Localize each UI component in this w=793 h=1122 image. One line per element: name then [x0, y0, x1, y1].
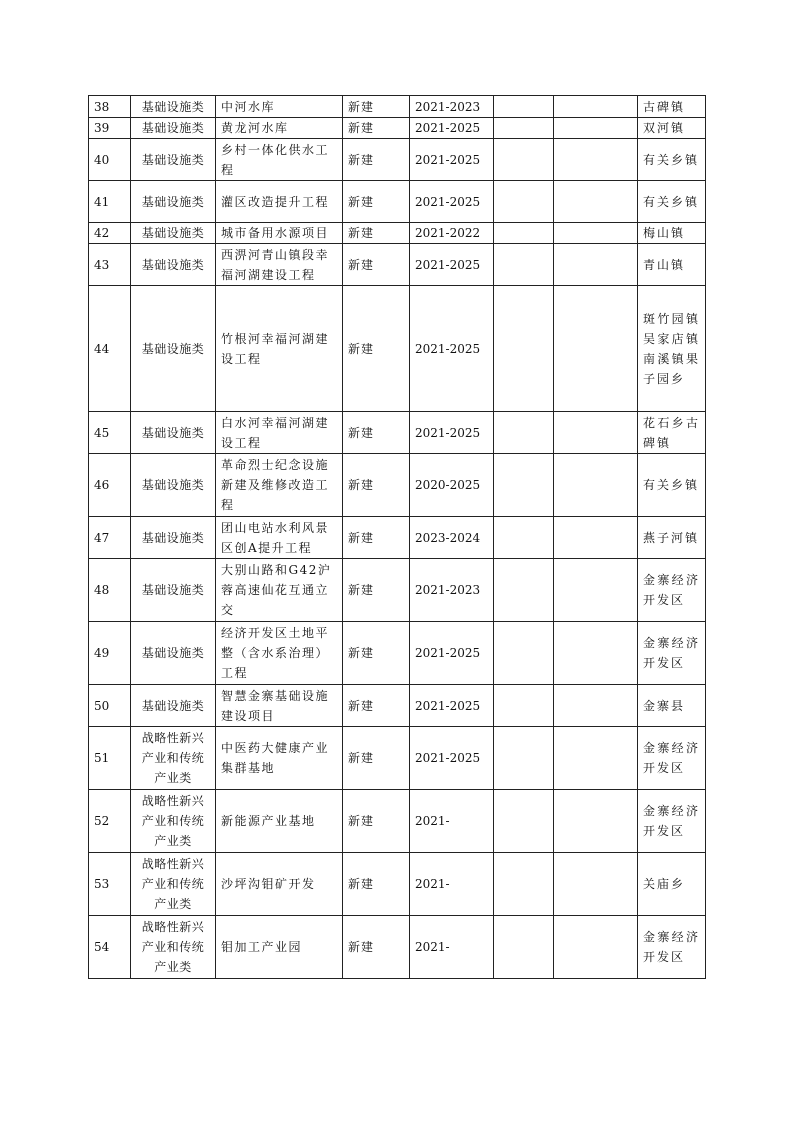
- construction-type: 新建: [343, 622, 410, 685]
- empty-cell: [554, 727, 638, 790]
- row-number: 49: [89, 622, 131, 685]
- empty-cell: [494, 727, 554, 790]
- construction-period: 2023-2024: [410, 517, 494, 559]
- construction-period: 2021-2025: [410, 244, 494, 286]
- construction-period: 2021-2025: [410, 139, 494, 181]
- row-number: 38: [89, 96, 131, 118]
- project-name: 黄龙河水库: [216, 118, 343, 139]
- project-location: 金寨经济开发区: [638, 916, 706, 979]
- project-category: 战略性新兴产业和传统产业类: [131, 727, 216, 790]
- project-category: 战略性新兴产业和传统产业类: [131, 916, 216, 979]
- project-name: 大别山路和G42沪蓉高速仙花互通立交: [216, 559, 343, 622]
- empty-cell: [494, 559, 554, 622]
- construction-period: 2021-2025: [410, 118, 494, 139]
- empty-cell: [554, 244, 638, 286]
- empty-cell: [554, 96, 638, 118]
- table-row: [89, 790, 706, 853]
- project-category: 基础设施类: [131, 622, 216, 685]
- project-category: 基础设施类: [131, 517, 216, 559]
- project-location: 金寨县: [638, 685, 706, 727]
- row-number: 46: [89, 454, 131, 517]
- table-row: [89, 412, 706, 454]
- construction-type: 新建: [343, 727, 410, 790]
- table-row: [89, 118, 706, 139]
- row-number: 42: [89, 223, 131, 244]
- project-location: 古碑镇: [638, 96, 706, 118]
- construction-period: 2021-: [410, 853, 494, 916]
- empty-cell: [494, 853, 554, 916]
- project-name: 钼加工产业园: [216, 916, 343, 979]
- project-category: 基础设施类: [131, 118, 216, 139]
- construction-period: 2021-2025: [410, 727, 494, 790]
- empty-cell: [554, 622, 638, 685]
- construction-period: 2021-2022: [410, 223, 494, 244]
- project-location: 双河镇: [638, 118, 706, 139]
- table-row: [89, 286, 706, 412]
- row-number: 50: [89, 685, 131, 727]
- project-name: 智慧金寨基础设施建设项目: [216, 685, 343, 727]
- empty-cell: [554, 454, 638, 517]
- construction-period: 2021-2025: [410, 286, 494, 412]
- row-number: 41: [89, 181, 131, 223]
- table-row: [89, 559, 706, 622]
- empty-cell: [494, 790, 554, 853]
- table-row: [89, 244, 706, 286]
- project-location: 金寨经济开发区: [638, 790, 706, 853]
- construction-period: 2021-2023: [410, 559, 494, 622]
- empty-cell: [494, 412, 554, 454]
- construction-period: 2021-2023: [410, 96, 494, 118]
- empty-cell: [494, 181, 554, 223]
- row-number: 45: [89, 412, 131, 454]
- row-number: 48: [89, 559, 131, 622]
- project-category: 战略性新兴产业和传统产业类: [131, 790, 216, 853]
- empty-cell: [494, 223, 554, 244]
- project-name: 乡村一体化供水工程: [216, 139, 343, 181]
- project-table: [88, 95, 706, 979]
- project-category: 基础设施类: [131, 454, 216, 517]
- table-row: [89, 853, 706, 916]
- project-name: 城市备用水源项目: [216, 223, 343, 244]
- construction-period: 2021-2025: [410, 622, 494, 685]
- row-number: 54: [89, 916, 131, 979]
- table-row: [89, 454, 706, 517]
- row-number: 39: [89, 118, 131, 139]
- project-location: 有关乡镇: [638, 454, 706, 517]
- row-number: 43: [89, 244, 131, 286]
- construction-period: 2021-2025: [410, 412, 494, 454]
- project-name: 竹根河幸福河湖建设工程: [216, 286, 343, 412]
- project-location: 燕子河镇: [638, 517, 706, 559]
- empty-cell: [554, 223, 638, 244]
- empty-cell: [494, 454, 554, 517]
- project-name: 经济开发区土地平整（含水系治理）工程: [216, 622, 343, 685]
- empty-cell: [494, 916, 554, 979]
- project-name: 中医药大健康产业集群基地: [216, 727, 343, 790]
- construction-period: 2021-2025: [410, 181, 494, 223]
- project-location: 斑竹园镇 吴家店镇南溪镇果子园乡: [638, 286, 706, 412]
- project-category: 基础设施类: [131, 181, 216, 223]
- empty-cell: [494, 244, 554, 286]
- empty-cell: [494, 118, 554, 139]
- empty-cell: [554, 559, 638, 622]
- table-row: [89, 916, 706, 979]
- row-number: 53: [89, 853, 131, 916]
- project-name: 中河水库: [216, 96, 343, 118]
- empty-cell: [494, 517, 554, 559]
- project-category: 基础设施类: [131, 559, 216, 622]
- project-location: 关庙乡: [638, 853, 706, 916]
- project-name: 灌区改造提升工程: [216, 181, 343, 223]
- project-name: 沙坪沟钼矿开发: [216, 853, 343, 916]
- empty-cell: [554, 685, 638, 727]
- project-location: 花石乡古碑镇: [638, 412, 706, 454]
- empty-cell: [494, 622, 554, 685]
- table-row: [89, 685, 706, 727]
- table-row: [89, 622, 706, 685]
- table-row: [89, 139, 706, 181]
- empty-cell: [494, 685, 554, 727]
- project-location: 有关乡镇: [638, 181, 706, 223]
- project-location: 青山镇: [638, 244, 706, 286]
- empty-cell: [554, 118, 638, 139]
- empty-cell: [554, 286, 638, 412]
- project-category: 基础设施类: [131, 139, 216, 181]
- table-row: [89, 181, 706, 223]
- construction-type: 新建: [343, 454, 410, 517]
- construction-type: 新建: [343, 790, 410, 853]
- project-name: 新能源产业基地: [216, 790, 343, 853]
- construction-period: 2020-2025: [410, 454, 494, 517]
- construction-period: 2021-: [410, 790, 494, 853]
- construction-period: 2021-2025: [410, 685, 494, 727]
- project-name: 西淠河青山镇段幸福河湖建设工程: [216, 244, 343, 286]
- table-row: [89, 96, 706, 118]
- construction-type: 新建: [343, 223, 410, 244]
- table-row: [89, 517, 706, 559]
- row-number: 51: [89, 727, 131, 790]
- empty-cell: [554, 517, 638, 559]
- project-location: 有关乡镇: [638, 139, 706, 181]
- project-location: 金寨经济开发区: [638, 622, 706, 685]
- project-name: 团山电站水利风景区创A提升工程: [216, 517, 343, 559]
- empty-cell: [494, 96, 554, 118]
- project-category: 基础设施类: [131, 96, 216, 118]
- construction-type: 新建: [343, 559, 410, 622]
- empty-cell: [554, 412, 638, 454]
- project-category: 基础设施类: [131, 286, 216, 412]
- empty-cell: [554, 790, 638, 853]
- project-location: 梅山镇: [638, 223, 706, 244]
- construction-type: 新建: [343, 685, 410, 727]
- construction-type: 新建: [343, 96, 410, 118]
- project-category: 战略性新兴产业和传统产业类: [131, 853, 216, 916]
- construction-period: 2021-: [410, 916, 494, 979]
- empty-cell: [494, 286, 554, 412]
- row-number: 44: [89, 286, 131, 412]
- construction-type: 新建: [343, 181, 410, 223]
- project-location: 金寨经济开发区: [638, 727, 706, 790]
- row-number: 40: [89, 139, 131, 181]
- construction-type: 新建: [343, 118, 410, 139]
- construction-type: 新建: [343, 517, 410, 559]
- construction-type: 新建: [343, 286, 410, 412]
- project-category: 基础设施类: [131, 412, 216, 454]
- project-category: 基础设施类: [131, 685, 216, 727]
- table-row: [89, 223, 706, 244]
- project-category: 基础设施类: [131, 244, 216, 286]
- construction-type: 新建: [343, 244, 410, 286]
- empty-cell: [554, 139, 638, 181]
- empty-cell: [554, 853, 638, 916]
- project-name: 革命烈士纪念设施新建及维修改造工程: [216, 454, 343, 517]
- construction-type: 新建: [343, 412, 410, 454]
- table-row: [89, 727, 706, 790]
- construction-type: 新建: [343, 916, 410, 979]
- project-name: 白水河幸福河湖建设工程: [216, 412, 343, 454]
- project-location: 金寨经济开发区: [638, 559, 706, 622]
- table-body: [89, 96, 706, 979]
- construction-type: 新建: [343, 853, 410, 916]
- empty-cell: [554, 181, 638, 223]
- project-category: 基础设施类: [131, 223, 216, 244]
- row-number: 47: [89, 517, 131, 559]
- row-number: 52: [89, 790, 131, 853]
- empty-cell: [494, 139, 554, 181]
- construction-type: 新建: [343, 139, 410, 181]
- empty-cell: [554, 916, 638, 979]
